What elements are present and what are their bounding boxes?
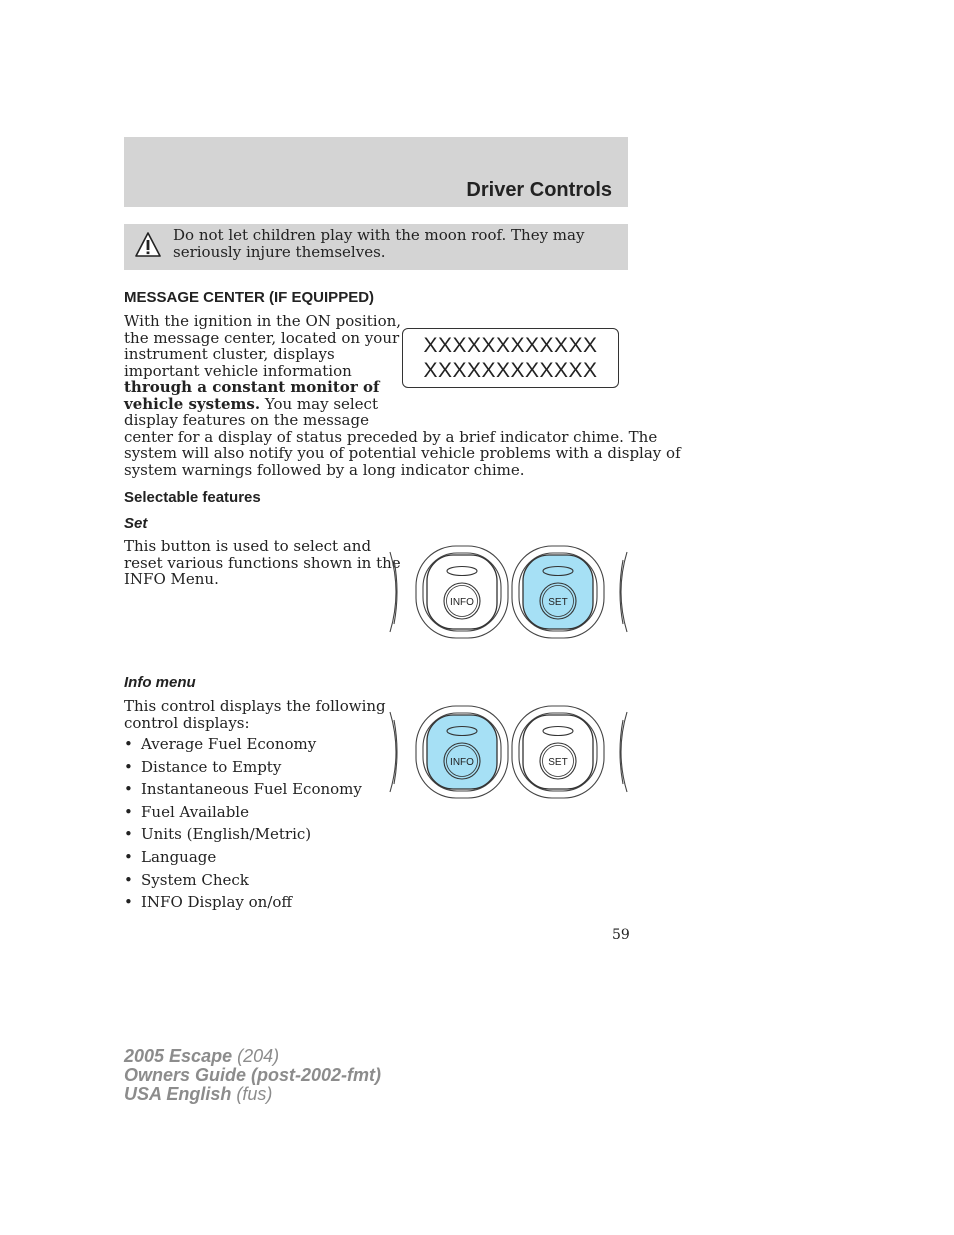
- warning-triangle-icon: [134, 231, 162, 259]
- list-item: • INFO Display on/off: [124, 893, 293, 912]
- warning-text: Do not let children play with the moon roof. They may seriously injure themselves.: [173, 226, 585, 261]
- paragraph-line: important vehicle information: [124, 361, 352, 380]
- warning-box: [124, 224, 628, 270]
- paragraph-line: center for a display of status preceded by a brief indicator chime. The: [124, 427, 658, 446]
- footer-line: [124, 1066, 381, 1085]
- paragraph-text: You may select: [260, 394, 378, 413]
- list-item-text: Average Fuel Economy: [141, 735, 317, 753]
- section-title: Driver Controls: [466, 179, 612, 201]
- footer-language: USA English: [124, 1084, 232, 1104]
- list-item: • Language: [124, 847, 217, 866]
- paragraph-line: reset various functions shown in the: [124, 553, 401, 572]
- footer-guide: Owners Guide (post-2002-fmt): [124, 1065, 382, 1085]
- paragraph-line: control displays:: [124, 713, 250, 732]
- set-button-illustration: [388, 544, 629, 640]
- section-header: [124, 137, 628, 207]
- selectable-features-heading: Selectable features: [124, 489, 261, 506]
- set-paragraph: [124, 538, 401, 588]
- footer-line: [124, 1085, 272, 1104]
- paragraph-line: the message center, located on your: [124, 328, 400, 347]
- info-button-label: INFO: [450, 597, 474, 608]
- list-item-text: Instantaneous Fuel Economy: [141, 780, 362, 799]
- list-item-text: System Check: [141, 870, 249, 889]
- set-button-label: SET: [548, 757, 568, 768]
- list-item: • System Check: [124, 870, 249, 889]
- footer-model-code: (204): [232, 1046, 280, 1066]
- set-button-label: SET: [548, 597, 568, 608]
- list-item-text: Distance to Empty: [141, 757, 282, 776]
- footer-model: 2005 Escape: [124, 1046, 233, 1066]
- list-item-text: Units (English/Metric): [141, 825, 312, 844]
- info-menu-heading: Info menu: [124, 674, 196, 691]
- paragraph-bold-text: vehicle systems.: [124, 394, 261, 413]
- list-item-text: Language: [141, 847, 217, 866]
- info-button-illustration: [388, 704, 629, 800]
- message-center-display: [402, 328, 619, 388]
- list-item: • Fuel Available: [124, 802, 249, 821]
- list-item: • Units (English/Metric): [124, 825, 312, 844]
- list-item: • Distance to Empty: [124, 757, 282, 776]
- paragraph-line: This control displays the following: [124, 697, 386, 715]
- info-button-label: INFO: [450, 757, 474, 768]
- paragraph-line: This button is used to select and: [124, 537, 372, 555]
- info-menu-list: [124, 735, 362, 916]
- list-item: • Instantaneous Fuel Economy: [124, 780, 362, 799]
- list-item: • Average Fuel Economy: [124, 735, 317, 753]
- list-item-text: INFO Display on/off: [141, 893, 293, 912]
- display-line: XXXXXXXXXXXX: [423, 359, 598, 382]
- paragraph-line: instrument cluster, displays: [124, 345, 335, 363]
- paragraph-bold-line: through a constant monitor of: [124, 378, 380, 396]
- page-number: 59: [612, 927, 630, 943]
- paragraph-line: display features on the message: [124, 411, 369, 429]
- paragraph-line: With the ignition in the ON position,: [124, 312, 402, 330]
- info-paragraph: [124, 698, 386, 731]
- list-item-text: Fuel Available: [141, 802, 249, 821]
- set-heading: Set: [124, 515, 148, 532]
- message-center-heading: MESSAGE CENTER (IF EQUIPPED): [124, 289, 375, 306]
- display-line: XXXXXXXXXXXX: [423, 334, 598, 357]
- paragraph-line: INFO Menu.: [124, 570, 219, 588]
- paragraph-line: [124, 396, 681, 413]
- footer-language-code: (fus): [231, 1084, 273, 1104]
- footer-line: [124, 1047, 279, 1066]
- paragraph-line: system will also notify you of potential vehicle problems with a display of: [124, 444, 681, 462]
- paragraph-line: system warnings followed by a long indicator chime.: [124, 460, 525, 479]
